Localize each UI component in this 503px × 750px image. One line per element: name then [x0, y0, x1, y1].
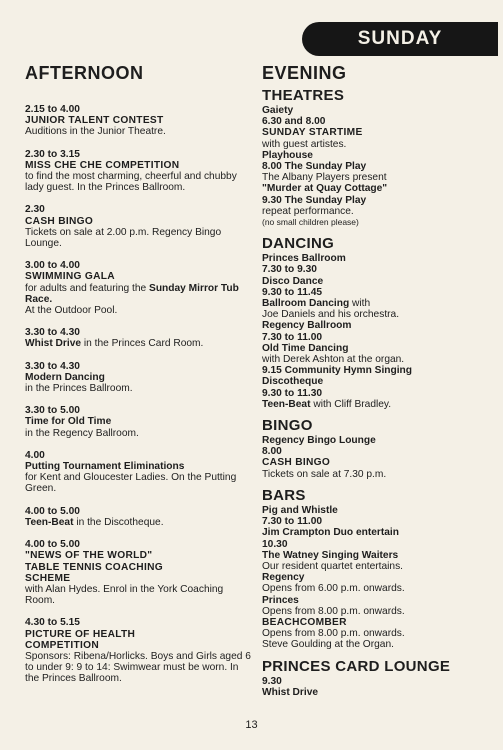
event-time: 2.30 — [25, 204, 45, 216]
section-title: THEATRES — [262, 87, 345, 104]
event-table-tennis — [25, 539, 253, 606]
section-title: BARS — [262, 486, 306, 504]
event-desc: Joe Daniels and his orchestra. — [262, 309, 400, 321]
event-desc: Sponsors: Ribena/Horlicks. Boys and Girls aged 6 to under 9: 9 to 14: Swimwear must be worn. In the Princes Ballroom. — [25, 650, 251, 685]
event-desc: Our resident quartet entertains. — [262, 560, 404, 572]
event-time: 4.00 to 5.00 — [25, 505, 80, 517]
event-title: 9.30 The Sunday Play — [262, 194, 367, 206]
event-desc: repeat performance. — [262, 205, 354, 217]
event-teen-beat — [25, 506, 253, 528]
event-time: 4.00 — [25, 449, 45, 461]
event-desc-text: for adults and featuring the — [25, 282, 150, 294]
event-desc-highlight: Sunday Mirror Tub Race. — [25, 282, 239, 305]
event-time: 4.30 to 5.15 — [25, 617, 80, 629]
event-title: Jim Crampton Duo entertain — [262, 527, 399, 539]
event-title: Modern Dancing — [25, 371, 105, 383]
event-whist-drive — [25, 327, 253, 349]
evening-column — [262, 62, 498, 706]
page-number: 13 — [245, 719, 258, 731]
event-time: 9.30 to 11.30 — [262, 387, 323, 399]
event-desc-text: in the Princes Card Room. — [81, 338, 204, 350]
event-time: 10.30 — [262, 538, 288, 550]
event-title-line: PICTURE OF HEALTH — [25, 628, 136, 640]
event-title: Old Time Dancing — [262, 342, 349, 354]
theatres-section — [262, 88, 498, 228]
afternoon-column — [25, 62, 253, 696]
venue-name: Discotheque — [262, 376, 324, 388]
event-title: The Watney Singing Waiters — [262, 549, 399, 561]
play-title: "Murder at Quay Cottage" — [262, 183, 388, 195]
event-title: JUNIOR TALENT CONTEST — [25, 115, 164, 127]
event-note: (no small children please) — [262, 217, 359, 228]
event-desc-text: in the Discotheque. — [73, 516, 164, 528]
venue-name: Gaiety — [262, 105, 294, 116]
card-lounge-section — [262, 659, 498, 698]
event-time: 7.30 to 9.30 — [262, 264, 317, 276]
event-time: 9.30 to 11.45 — [262, 286, 323, 298]
event-desc: Tickets on sale at 2.00 p.m. Regency Bingo Lounge. — [25, 226, 222, 250]
event-time: 3.30 to 4.30 — [25, 360, 80, 372]
section-title: BINGO — [262, 417, 313, 435]
event-time: 7.30 to 11.00 — [262, 516, 323, 528]
event-title: 9.15 Community Hymn Singing — [262, 365, 413, 377]
event-time: 6.30 and 8.00 — [262, 116, 326, 128]
event-cash-bingo — [25, 204, 253, 249]
event-title-line: "NEWS OF THE WORLD" — [25, 550, 153, 562]
event-desc — [262, 399, 498, 410]
day-tab: SUNDAY — [302, 22, 498, 56]
event-time: 7.30 to 11.00 — [262, 331, 323, 343]
section-title: DANCING — [262, 235, 335, 253]
event-title: CASH BINGO — [262, 457, 331, 469]
event-title-line: TABLE TENNIS COACHING — [25, 561, 163, 573]
venue-name: Regency Ballroom — [262, 320, 352, 332]
event-title: SWIMMING GALA — [25, 271, 115, 283]
event-time: 2.30 to 3.15 — [25, 148, 80, 160]
event-desc: with guest artistes. — [262, 138, 347, 150]
event-desc: Tickets on sale at 7.30 p.m. — [262, 468, 387, 480]
event-desc: Opens from 8.00 p.m. onwards. — [262, 605, 405, 617]
event-title: Time for Old Time — [25, 416, 112, 428]
event-title: Whist Drive — [25, 338, 82, 350]
event-desc: in the Princes Ballroom. — [25, 383, 133, 395]
event-title: 8.00 The Sunday Play — [262, 161, 367, 173]
event-desc: for Kent and Gloucester Ladies. On the Putting Green. — [25, 472, 237, 495]
event-title: MISS CHE CHE COMPETITION — [25, 159, 180, 171]
event-desc — [262, 298, 498, 309]
event-time: 8.00 — [262, 446, 282, 458]
bars-section — [262, 488, 498, 651]
venue-name: Princes — [262, 594, 299, 606]
event-title: Teen-Beat — [25, 516, 74, 528]
venue-name: Playhouse — [262, 149, 313, 161]
venue-name: Regency — [262, 572, 305, 584]
venue-name: Pig and Whistle — [262, 504, 338, 516]
event-time: 3.30 to 5.00 — [25, 405, 80, 417]
afternoon-heading: AFTERNOON — [25, 63, 144, 83]
event-title: Disco Dance — [262, 275, 324, 287]
event-time: 3.00 to 4.00 — [25, 260, 80, 272]
section-title: PRINCES CARD LOUNGE — [262, 657, 451, 675]
event-desc: Opens from 6.00 p.m. onwards. — [262, 583, 405, 595]
event-putting-tournament — [25, 450, 253, 495]
venue-name: BEACHCOMBER — [262, 616, 347, 628]
event-desc: Auditions in the Junior Theatre. — [25, 126, 166, 138]
event-desc — [25, 283, 253, 305]
event-title-line: COMPETITION — [25, 639, 100, 651]
event-desc — [25, 517, 253, 528]
event-title: Putting Tournament Eliminations — [25, 461, 185, 473]
event-time: 2.15 to 4.00 — [25, 104, 80, 115]
event-desc: to find the most charming, cheerful and chubby lady guest. In the Princes Ballroom. — [25, 171, 237, 194]
dancing-section — [262, 236, 498, 410]
event-desc-text: with Cliff Bradley. — [310, 398, 392, 410]
event-time: 3.30 to 4.30 — [25, 327, 80, 339]
event-title: CASH BINGO — [25, 215, 94, 227]
event-desc: Opens from 8.00 p.m. onwards. — [262, 628, 405, 640]
event-desc: in the Regency Ballroom. — [25, 427, 139, 439]
event-title: SUNDAY STARTIME — [262, 127, 363, 139]
event-time: 9.30 — [262, 675, 282, 687]
event-desc: with Derek Ashton at the organ. — [262, 354, 405, 366]
event-desc: with Alan Hydes. Enrol in the York Coaching Room. — [25, 583, 224, 607]
event-modern-dancing — [25, 361, 253, 395]
evening-heading: EVENING — [262, 63, 347, 83]
venue-name: Regency Bingo Lounge — [262, 435, 376, 447]
event-junior-talent — [25, 104, 253, 138]
event-miss-che-che — [25, 149, 253, 194]
event-desc: Steve Goulding at the Organ. — [262, 639, 394, 651]
event-title-line: SCHEME — [25, 572, 71, 584]
event-title: Teen-Beat — [262, 398, 311, 410]
event-swimming-gala — [25, 260, 253, 316]
event-title: Ballroom Dancing — [262, 298, 350, 310]
event-desc-text: with — [349, 298, 371, 310]
event-time-for-old-time — [25, 405, 253, 439]
event-title: Whist Drive — [262, 686, 319, 698]
event-desc — [25, 338, 253, 349]
event-time: 4.00 to 5.00 — [25, 539, 80, 551]
event-location: At the Outdoor Pool. — [25, 305, 118, 317]
event-desc: The Albany Players present — [262, 172, 387, 184]
event-picture-of-health — [25, 617, 253, 684]
bingo-section — [262, 418, 498, 480]
venue-name: Princes Ballroom — [262, 253, 346, 265]
